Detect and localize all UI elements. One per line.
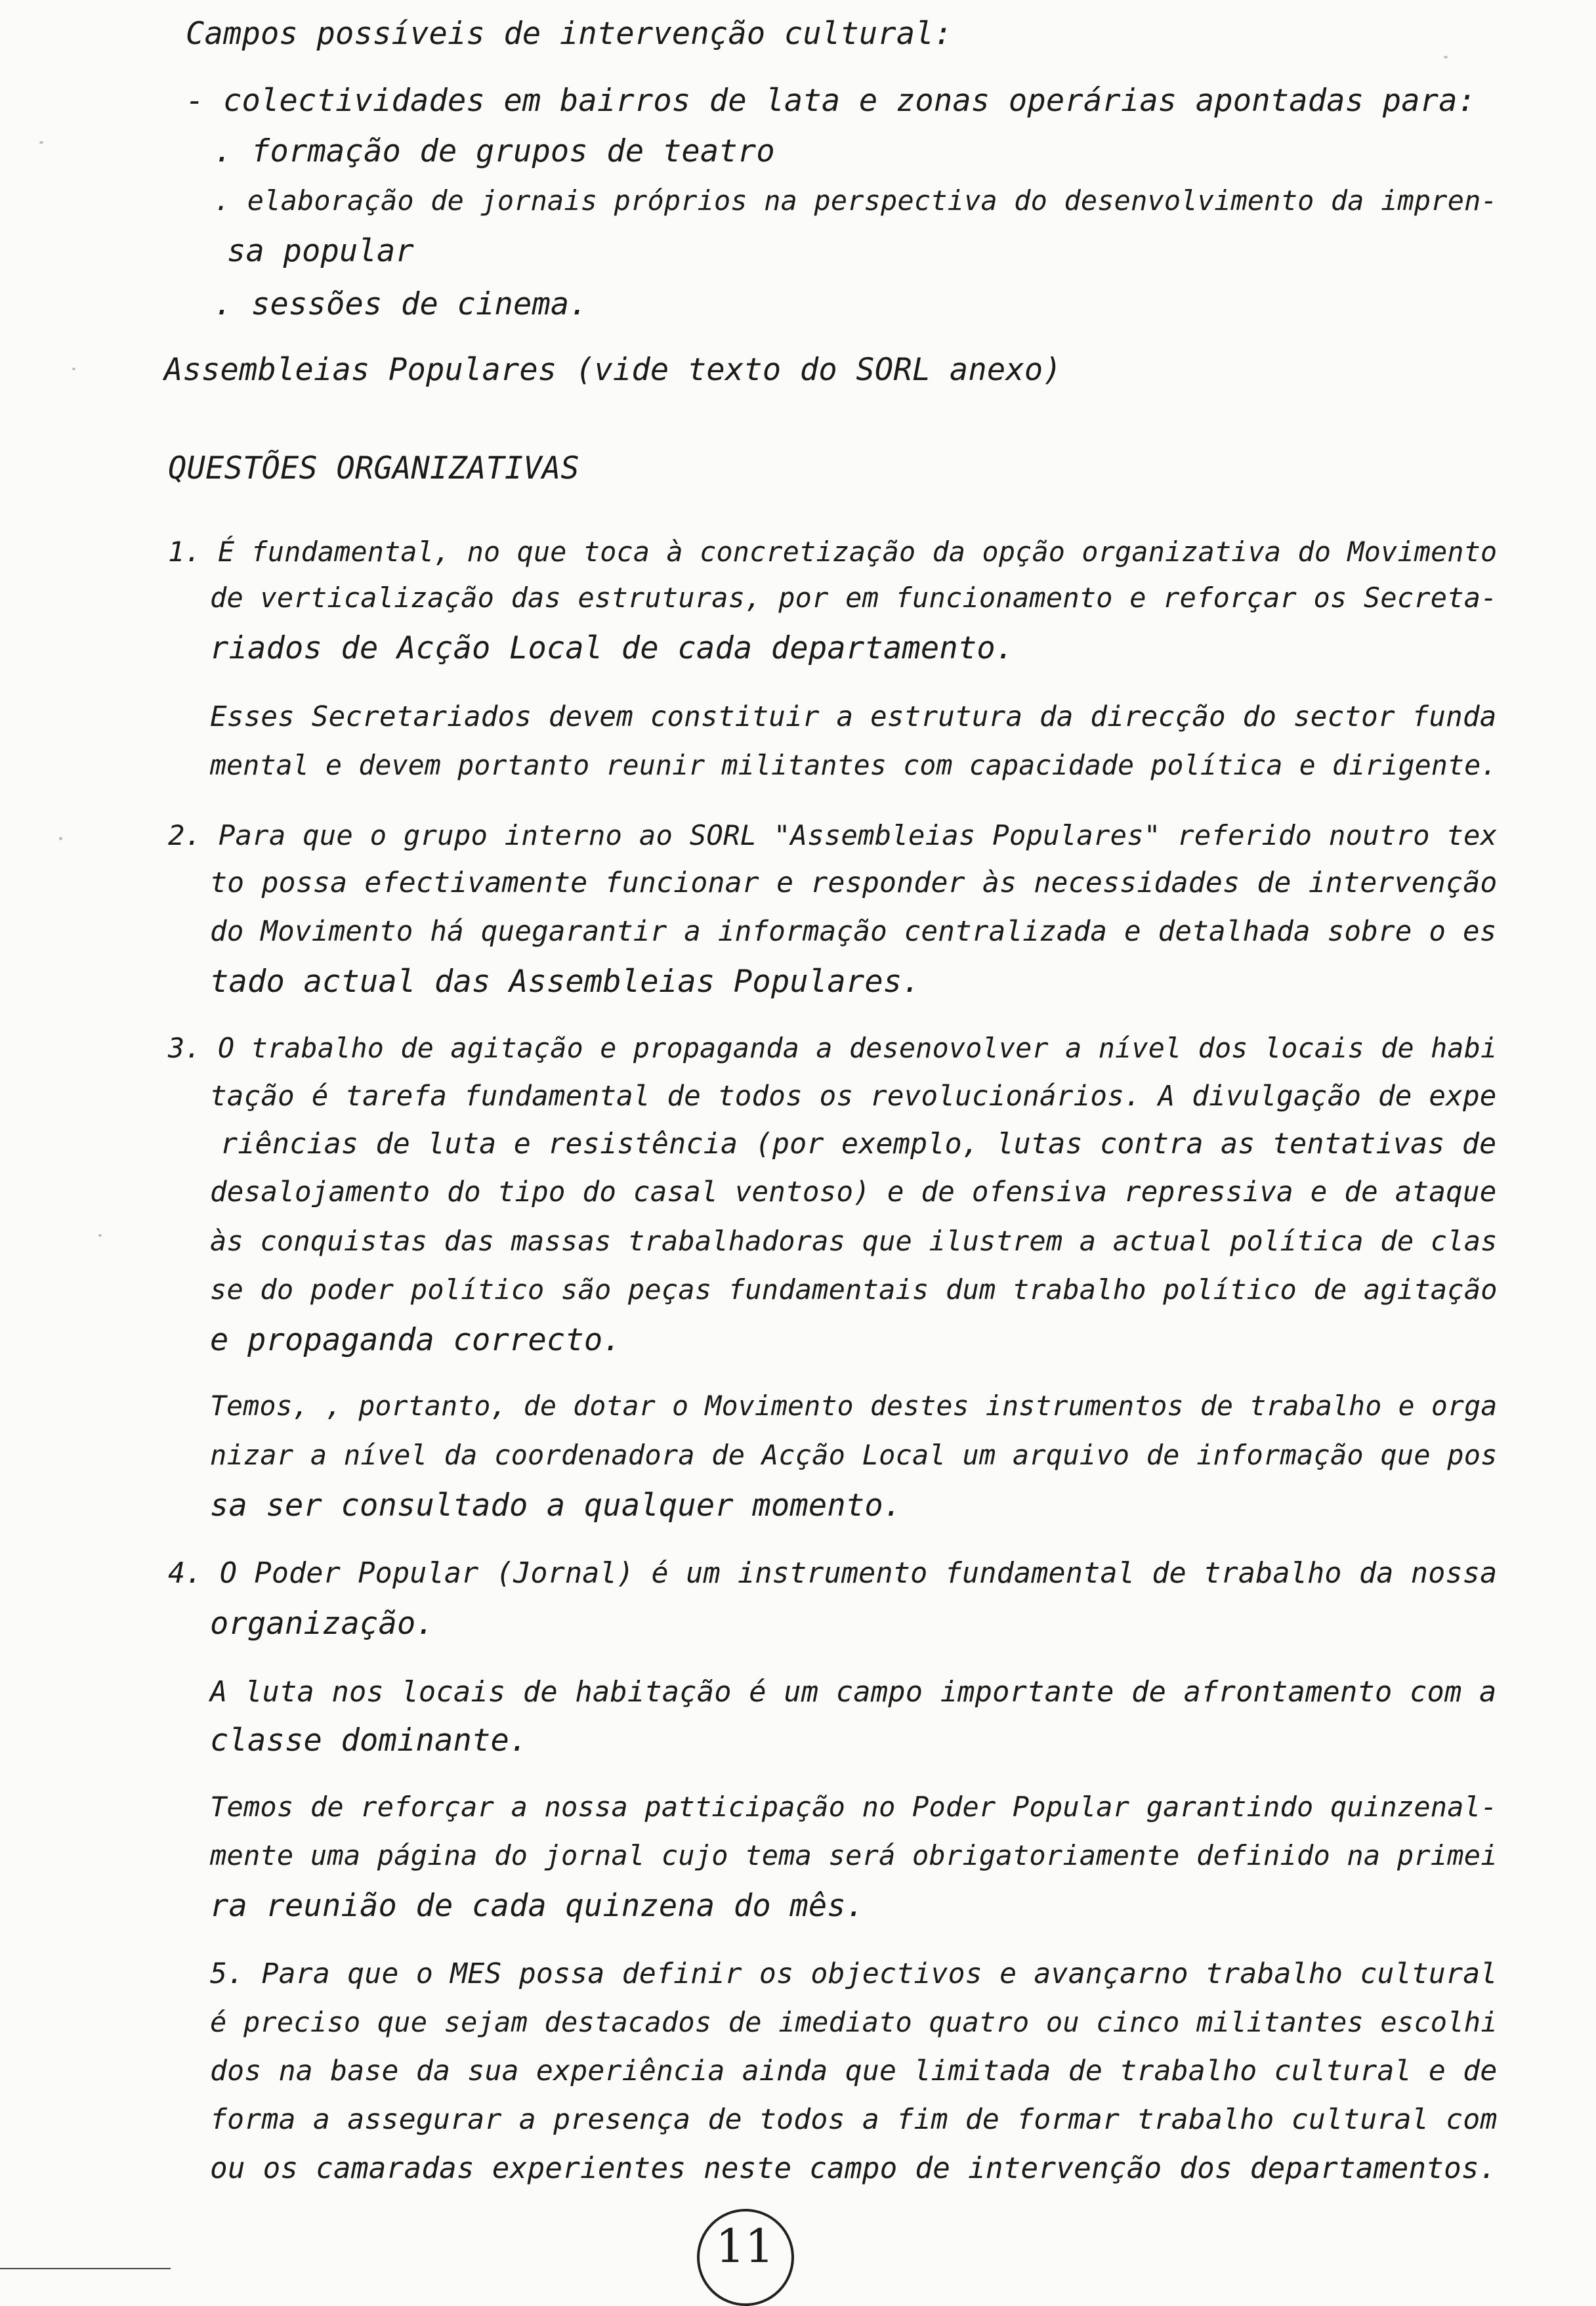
text-line: mental e devem portanto reunir militantes com capacidade política e dirigente. [210,750,1498,781]
text-line: ra reunião de cada quinzena do mês. [210,1888,865,1924]
scan-speck [39,141,43,144]
scan-speck [59,837,62,840]
divider [0,2268,171,2269]
text-line: dos na base da sua experiência ainda que limitada de trabalho cultural e de [210,2055,1498,2087]
text-line: . elaboração de jornais próprios na perspectiva do desenvolvimento da impren- [214,184,1498,217]
scan-speck [98,1234,102,1237]
text-line: mente uma página do jornal cujo tema será obrigatoriamente definido na primei [210,1839,1498,1871]
text-line: 5. Para que o MES possa definir os objectivos e avançarno trabalho cultural [210,1957,1498,1990]
text-line: classe dominante. [210,1722,528,1759]
text-line: A luta nos locais de habitação é um campo importante de afrontamento com a [210,1675,1497,1709]
text-line: Assembleias Populares (vide texto do SORL anexo) [164,352,1062,388]
text-line: 3. O trabalho de agitação e propaganda a desenovolver a nível dos locais de habi [168,1032,1498,1064]
text-line: 4. O Poder Popular (Jornal) é um instrumento fundamental de trabalho da nossa [168,1557,1498,1590]
text-line: do Movimento há quegarantir a informação centralizada e detalhada sobre o es [210,916,1497,948]
text-line: nizar a nível da coordenadora de Acção Local um arquivo de informação que pos [210,1439,1498,1471]
text-line: Temos de reforçar a nossa patticipação no Poder Popular garantindo quinzenal- [210,1791,1498,1823]
text-line: de verticalização das estruturas, por em funcionamento e reforçar os Secreta- [210,582,1498,614]
text-line: 1. É fundamental, no que toca à concretização da opção organizativa do Movimento [168,536,1498,568]
text-line: desalojamento do tipo do casal ventoso) e de ofensiva repressiva e de ataque [210,1176,1497,1208]
text-line: to possa efectivamente funcionar e responder às necessidades de intervenção [210,866,1498,899]
text-line: é preciso que sejam destacados de imediato quatro ou cinco militantes escolhi [210,2006,1498,2038]
text-line: forma a assegurar a presença de todos a fim de formar trabalho cultural com [210,2103,1498,2136]
text-line: Esses Secretariados devem constituir a estrutura da direcção do sector funda [210,701,1497,733]
scan-speck [1444,56,1448,58]
text-line: . sessões de cinema. [214,286,588,322]
text-line: - colectividades em bairros de lata e zonas operárias apontadas para: [186,83,1477,119]
text-line: sa ser consultado a qualquer momento. [210,1487,902,1524]
text-line: tado actual das Assembleias Populares. [210,964,921,1000]
scan-speck [72,368,75,370]
text-line: e propaganda correcto. [210,1322,621,1358]
text-line: às conquistas das massas trabalhadoras que ilustrem a actual política de clas [210,1225,1498,1257]
text-line: . formação de grupos de teatro [214,133,775,169]
text-line: se do poder político são peças fundamentais dum trabalho político de agitação [210,1273,1498,1306]
page-number: 11 [715,2219,774,2273]
text-line: riências de luta e resistência (por exemplo, lutas contra as tentativas de [220,1128,1497,1161]
text-line: riados de Acção Local de cada departamento. [210,630,1015,666]
text-line: 2. Para que o grupo interno ao SORL "Assembleias Populares" referido noutro tex [168,819,1498,851]
text-line: tação é tarefa fundamental de todos os revolucionários. A divulgação de expe [210,1080,1497,1113]
text-line: ou os camaradas experientes neste campo de intervenção dos departamentos. [210,2152,1497,2185]
text-line: Campos possíveis de intervenção cultural: [186,16,953,52]
text-line: Temos, , portanto, de dotar o Movimento destes instrumentos de trabalho e orga [210,1390,1498,1422]
text-line: organização. [210,1606,434,1642]
section-heading: QUESTÕES ORGANIZATIVAS [168,450,579,486]
text-line: sa popular [227,233,414,269]
